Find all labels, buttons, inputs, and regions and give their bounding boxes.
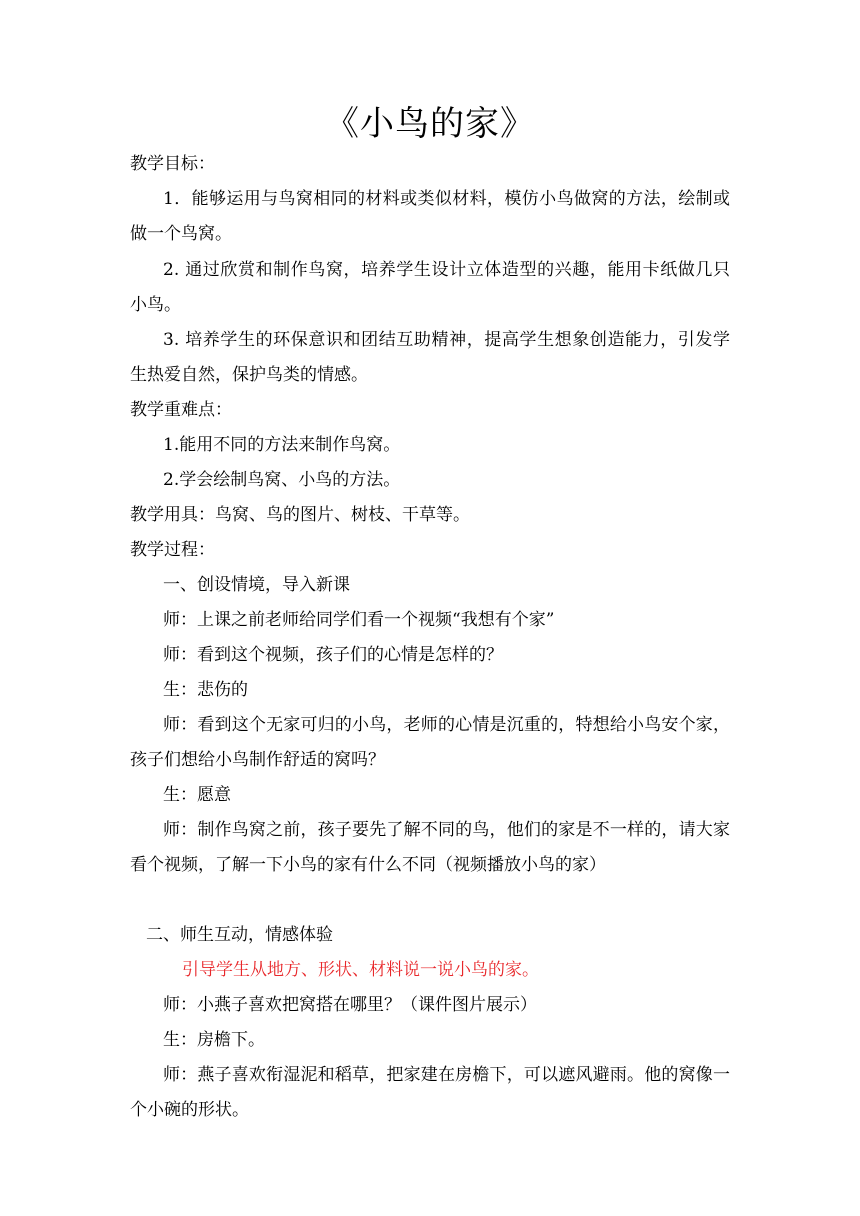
paragraph-line: 生热爱自然，保护鸟类的情感。 — [130, 365, 368, 385]
paragraph-line: 生：愿意 — [163, 785, 231, 805]
paragraph-line: 1.能用不同的方法来制作鸟窝。 — [163, 435, 401, 455]
subsection-heading: 二、师生互动，情感体验 — [146, 925, 333, 945]
section-heading-materials: 教学用具：鸟窝、鸟的图片、树枝、干草等。 — [130, 505, 470, 525]
paragraph-line: 2.学会绘制鸟窝、小鸟的方法。 — [163, 470, 401, 490]
paragraph-line: 3. 培养学生的环保意识和团结互助精神，提高学生想象创造能力，引发学 — [163, 330, 730, 350]
section-heading-key-points: 教学重难点： — [130, 400, 232, 420]
paragraph-line: 生：悲伤的 — [163, 680, 248, 700]
section-heading-process: 教学过程： — [130, 540, 215, 560]
paragraph-line: 小鸟。 — [130, 295, 181, 315]
paragraph-line: 师：制作鸟窝之前，孩子要先了解不同的鸟，他们的家是不一样的，请大家 — [163, 820, 730, 840]
paragraph-line: 做一个鸟窝。 — [130, 224, 232, 244]
highlighted-instruction: 引导学生从地方、形状、材料说一说小鸟的家。 — [182, 960, 539, 980]
paragraph-line: 孩子们想给小鸟制作舒适的窝吗？ — [130, 750, 385, 770]
paragraph-line: 看个视频，了解一下小鸟的家有什么不同（视频播放小鸟的家） — [130, 855, 606, 875]
paragraph-line: 个小碗的形状。 — [130, 1100, 249, 1120]
paragraph-line: 1．能够运用与鸟窝相同的材料或类似材料，模仿小鸟做窝的方法，绘制或 — [163, 189, 730, 209]
paragraph-line: 师：小燕子喜欢把窝搭在哪里？（课件图片展示） — [163, 995, 537, 1015]
paragraph-line: 师：看到这个无家可归的小鸟，老师的心情是沉重的，特想给小鸟安个家， — [163, 715, 730, 735]
paragraph-line: 2. 通过欣赏和制作鸟窝，培养学生设计立体造型的兴趣，能用卡纸做几只 — [163, 260, 730, 280]
paragraph-line: 师：上课之前老师给同学们看一个视频“我想有个家” — [163, 610, 555, 630]
section-heading-objectives: 教学目标： — [130, 154, 215, 174]
document-title: 《小鸟的家》 — [325, 104, 535, 144]
paragraph-line: 生：房檐下。 — [163, 1030, 265, 1050]
paragraph-line: 师：看到这个视频，孩子们的心情是怎样的？ — [163, 645, 503, 665]
paragraph-line: 师：燕子喜欢衔湿泥和稻草，把家建在房檐下，可以遮风避雨。他的窝像一 — [163, 1065, 730, 1085]
subsection-heading: 一、创设情境，导入新课 — [163, 575, 350, 595]
